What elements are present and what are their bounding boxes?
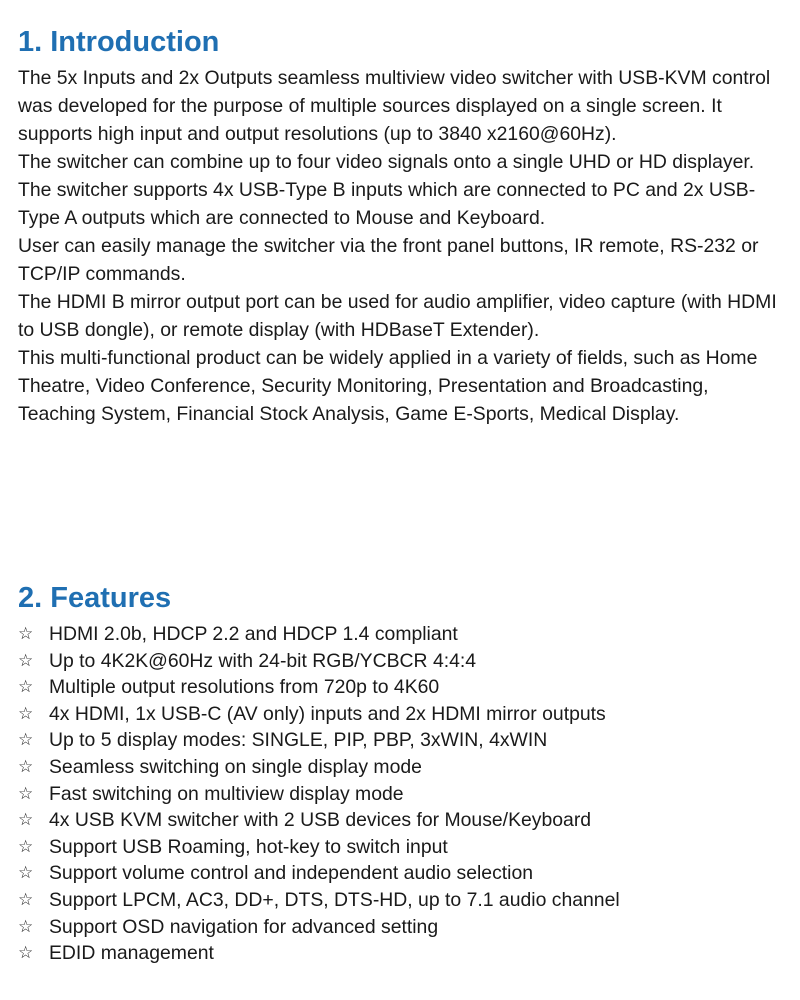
star-outline-icon: ☆ (18, 916, 34, 937)
feature-item (18, 807, 788, 834)
feature-text: Multiple output resolutions from 720p to 4K60 (49, 676, 440, 699)
introduction-heading: 1. Introduction (18, 26, 220, 58)
feature-item (18, 834, 788, 861)
star-outline-icon: ☆ (18, 703, 34, 724)
feature-item (18, 674, 788, 701)
feature-item (18, 754, 788, 781)
feature-item (18, 648, 788, 675)
feature-text: Up to 4K2K@60Hz with 24-bit RGB/YCBCR 4:4:4 (49, 649, 477, 672)
star-outline-icon: ☆ (18, 863, 34, 884)
features-section (18, 578, 788, 967)
feature-item (18, 887, 788, 914)
feature-text: Support USB Roaming, hot-key to switch input (49, 835, 448, 858)
feature-text: Support OSD navigation for advanced setting (49, 915, 439, 938)
star-outline-icon: ☆ (18, 624, 34, 644)
feature-text: Seamless switching on single display mode (49, 755, 422, 778)
intro-paragraph: User can easily manage the switcher via the front panel buttons, IR remote, RS-232 or TCP/IP commands. (18, 235, 759, 285)
features-heading: 2. Features (18, 582, 172, 614)
feature-item (18, 914, 788, 941)
intro-paragraph: The HDMI B mirror output port can be used for audio amplifier, video capture (with HDMI to USB dongle), or remote display (with HDBaseT Extender). (18, 291, 777, 341)
feature-text: Fast switching on multiview display mode (49, 782, 404, 805)
introduction-body (18, 64, 788, 428)
introduction-section (18, 22, 788, 428)
feature-item (18, 781, 788, 808)
feature-item (18, 860, 788, 887)
intro-paragraph: The 5x Inputs and 2x Outputs seamless multiview video switcher with USB-KVM control was developed for the purpose of multiple sources displayed on a single screen. It supports high input and output resolutions (up to 3840 x2160@60Hz). (18, 67, 771, 145)
star-outline-icon: ☆ (18, 783, 34, 804)
feature-item (18, 940, 788, 967)
feature-text: Support LPCM, AC3, DD+, DTS, DTS-HD, up to 7.1 audio channel (49, 888, 620, 911)
star-outline-icon: ☆ (18, 730, 34, 751)
feature-text: Up to 5 display modes: SINGLE, PIP, PBP, 3xWIN, 4xWIN (49, 729, 548, 752)
star-outline-icon: ☆ (18, 756, 34, 777)
feature-text: HDMI 2.0b, HDCP 2.2 and HDCP 1.4 compliant (49, 623, 458, 645)
feature-text: Support volume control and independent audio selection (49, 862, 534, 885)
feature-list (18, 621, 788, 967)
star-outline-icon: ☆ (18, 810, 34, 831)
star-outline-icon: ☆ (18, 677, 34, 698)
intro-paragraph: The switcher can combine up to four video signals onto a single UHD or HD displayer. (18, 151, 755, 173)
star-outline-icon: ☆ (18, 889, 34, 910)
intro-paragraph: This multi-functional product can be widely applied in a variety of fields, such as Home Theatre, Video Conference, Security Monitoring, Presentation and Broadcasting, Teaching System, Financial Stock Analysis, Game E-Sports, Medical Display. (18, 347, 758, 425)
feature-text: 4x HDMI, 1x USB-C (AV only) inputs and 2x HDMI mirror outputs (49, 702, 606, 725)
feature-item (18, 701, 788, 728)
star-outline-icon: ☆ (18, 943, 34, 964)
star-outline-icon: ☆ (18, 836, 34, 857)
feature-text: EDID management (49, 942, 214, 965)
feature-text: 4x USB KVM switcher with 2 USB devices for Mouse/Keyboard (49, 809, 592, 832)
intro-paragraph: The switcher supports 4x USB-Type B inputs which are connected to PC and 2x USB-Type A outputs which are connected to Mouse and Keyboard. (18, 179, 756, 229)
feature-item (18, 727, 788, 754)
feature-item (18, 621, 788, 648)
star-outline-icon: ☆ (18, 650, 34, 671)
